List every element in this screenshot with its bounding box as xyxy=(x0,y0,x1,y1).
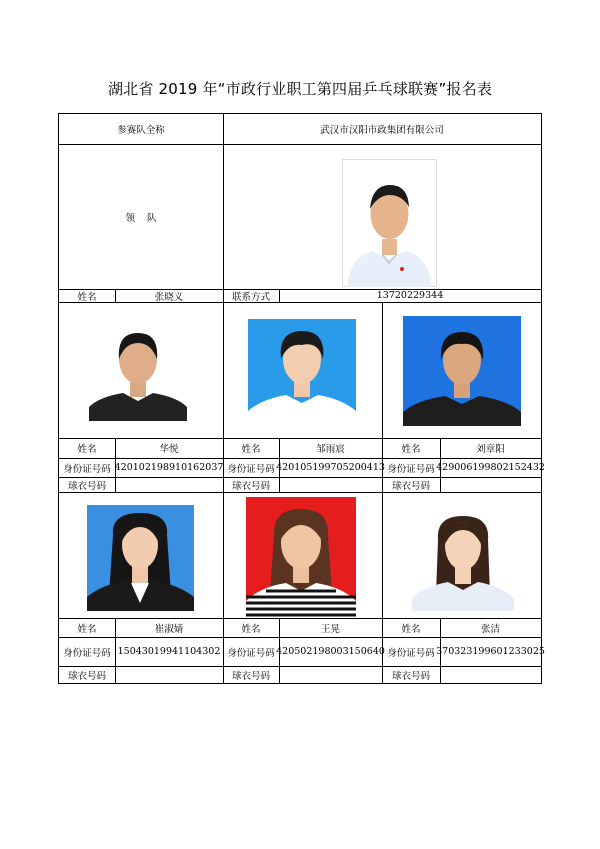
player-id-label: 身份证号码 xyxy=(227,647,275,659)
player-jersey-label: 球衣号码 xyxy=(391,671,430,682)
player-name: 王晃 xyxy=(320,623,340,635)
player-jersey xyxy=(279,666,382,684)
player-name: 刘章阳 xyxy=(476,444,505,455)
player-jersey-label: 球衣号码 xyxy=(67,480,106,492)
page-title: 湖北省 2019 年“市政行业职工第四届乒乓球联赛”报名表 xyxy=(107,80,493,98)
player-jersey xyxy=(115,477,223,492)
player-id-label: 身份证号码 xyxy=(387,647,435,659)
leader-contact: 13720229344 xyxy=(376,290,444,301)
player-name: 张洁 xyxy=(480,623,500,635)
leader-name-label: 姓名 xyxy=(77,291,97,303)
player-name: 崔淑婧 xyxy=(154,623,184,635)
leader-contact-label: 联系方式 xyxy=(231,291,270,303)
player-jersey-label: 球衣号码 xyxy=(231,480,270,492)
registration-form xyxy=(58,113,545,684)
player-name-label: 姓名 xyxy=(241,623,261,635)
player-jersey-label: 球衣号码 xyxy=(67,671,106,682)
player-photo xyxy=(87,505,194,611)
player-name-label: 姓名 xyxy=(77,623,97,635)
player-jersey xyxy=(115,666,223,684)
player-jersey xyxy=(279,477,382,492)
player-photo xyxy=(412,510,514,611)
player-id: 420102198910162037 xyxy=(114,462,224,473)
leader-label: 领 队 xyxy=(125,212,157,224)
player-id: 15043019941104302 xyxy=(117,646,221,657)
player-photo xyxy=(248,319,356,424)
team-name: 武汉市汉阳市政集团有限公司 xyxy=(320,125,444,136)
player-id-label: 身份证号码 xyxy=(63,463,111,475)
player-id: 420105199705200413 xyxy=(276,462,385,473)
player-id-label: 身份证号码 xyxy=(387,463,435,475)
player-id: 370323199601233025 xyxy=(436,646,545,657)
leader-name: 张晓义 xyxy=(154,291,184,303)
player-name-label: 姓名 xyxy=(401,623,421,635)
leader-photo xyxy=(342,159,437,287)
player-photo xyxy=(89,321,187,421)
player-photo xyxy=(403,316,521,426)
player-id: 429006199802152432 xyxy=(436,462,545,473)
player-id-label: 身份证号码 xyxy=(63,647,111,659)
player-id-label: 身份证号码 xyxy=(227,463,275,475)
player-jersey-label: 球衣号码 xyxy=(231,671,270,682)
player-name: 邹雨宸 xyxy=(316,444,345,455)
player-jersey xyxy=(440,666,541,684)
player-id: 420502198003150640 xyxy=(276,646,385,657)
player-photo xyxy=(246,497,356,617)
team-label: 参赛队全称 xyxy=(117,125,165,136)
player-name-label: 姓名 xyxy=(77,444,97,455)
player-name-label: 姓名 xyxy=(241,444,261,455)
player-name: 华悦 xyxy=(159,444,179,455)
player-jersey xyxy=(440,477,541,492)
player-jersey-label: 球衣号码 xyxy=(391,480,430,492)
player-name-label: 姓名 xyxy=(401,444,421,455)
